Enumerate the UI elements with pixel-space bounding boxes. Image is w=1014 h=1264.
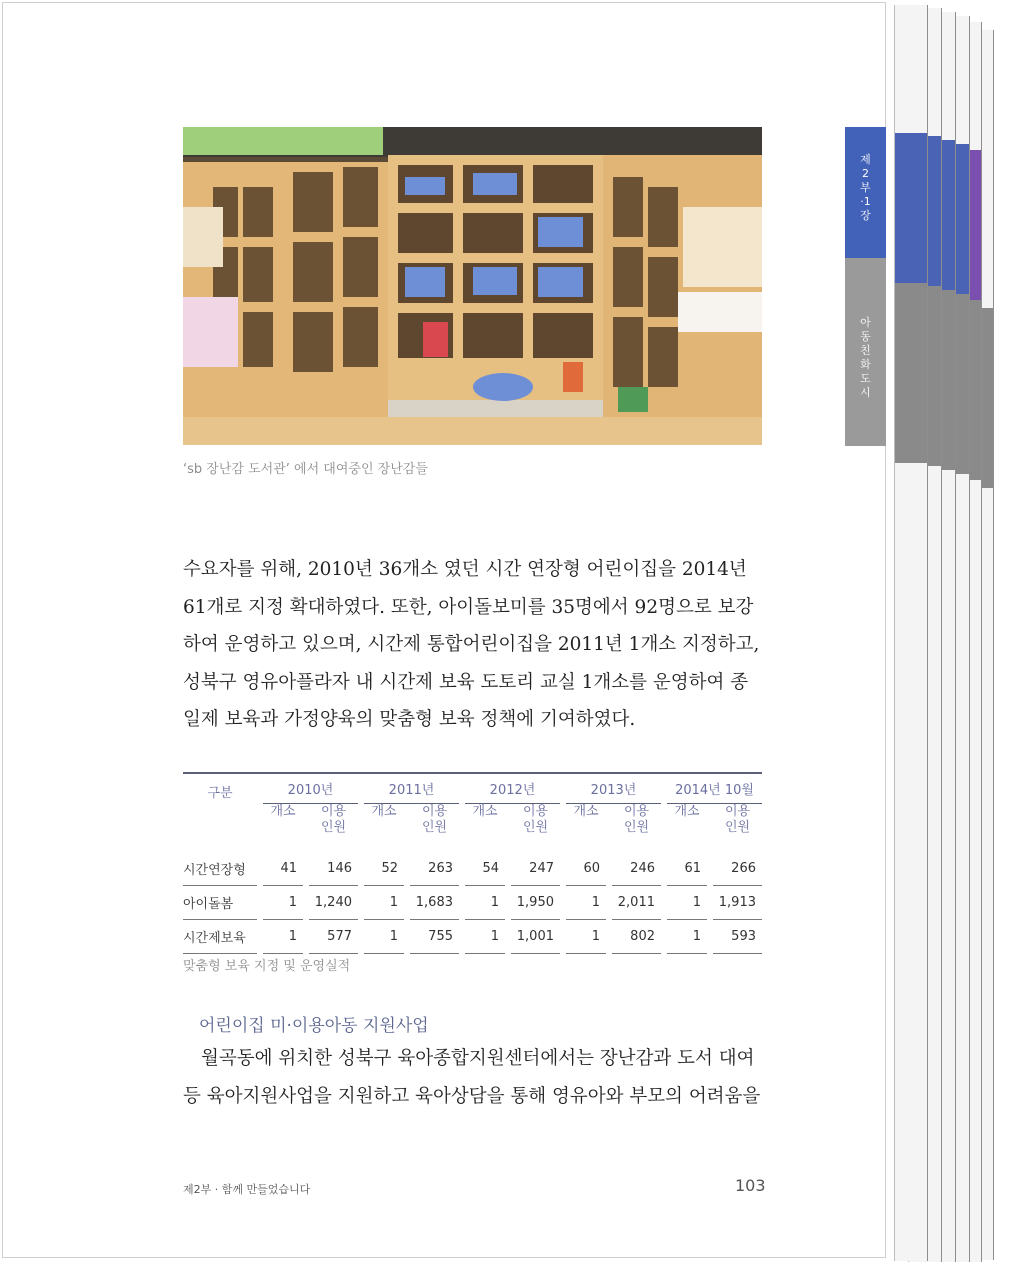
users-cell: 1,913 [713,886,762,920]
users-cell: 246 [612,852,661,886]
users-cell: 263 [410,852,459,886]
section-tab[interactable] [845,258,886,446]
row-label: 시간제보육 [183,920,257,954]
count-cell: 1 [263,886,303,920]
year-header: 2013년 [566,774,661,804]
count-cell: 54 [465,852,505,886]
text-line: 성북구 영유아플라자 내 시간제 보육 도토리 교실 1개소를 운영하여 종 [183,671,749,693]
table-caption: 맞춤형 보육 지정 및 운영실적 [183,959,351,974]
body-paragraph [183,551,763,739]
corner-header: 구분 [207,786,233,801]
chapter-tab-label: 제2부·1장 [860,153,871,222]
year-header: 2011년 [364,774,459,804]
toy-library-photo [183,127,762,445]
footer-part-title: 제2부 · 함께 만들었습니다 [183,1183,311,1196]
users-cell: 247 [511,852,560,886]
text-line: 등 육아지원사업을 지원하고 육아상담을 통해 영유아와 부모의 어려움을 [183,1085,761,1107]
users-cell: 577 [309,920,358,954]
photo-caption: ‘sb 장난감 도서관’ 에서 대여중인 장난감들 [183,462,428,477]
row-label: 시간연장형 [183,852,257,886]
section-tab-label: 아동친화도시 [860,316,871,399]
count-cell: 1 [566,920,606,954]
count-cell: 1 [263,920,303,954]
year-header: 2012년 [465,774,560,804]
users-cell: 1,001 [511,920,560,954]
table-year-header [183,774,762,804]
text-line: 61개로 지정 확대하였다. 또한, 아이돌보미를 35명에서 92명으로 보강 [183,596,754,618]
count-cell: 52 [364,852,404,886]
text-line: 하여 운영하고 있으며, 시간제 통합어린이집을 2011년 1개소 지정하고, [183,634,760,655]
body-paragraph [183,1040,763,1115]
users-cell: 146 [309,852,358,886]
users-cell: 755 [410,920,459,954]
table-row [183,886,762,920]
text-line: 월곡동에 위치한 성북구 육아종합지원센터에서는 장난감과 도서 대여 [201,1048,755,1069]
count-cell: 60 [566,852,606,886]
users-cell: 802 [612,920,661,954]
count-header: 개소 [472,804,498,819]
count-cell: 1 [465,920,505,954]
chapter-tab[interactable] [845,127,886,258]
users-cell: 593 [713,920,762,954]
users-cell: 1,950 [511,886,560,920]
table-sub-header [183,804,762,852]
count-cell: 61 [667,852,707,886]
section-title: 어린이집 미·이용아동 지원사업 [199,1016,429,1036]
users-header: 이용 인원 [522,804,549,835]
count-header: 개소 [371,804,397,819]
users-cell: 2,011 [612,886,661,920]
childcare-stats-table [183,772,762,954]
text-line: 일제 보육과 가정양육의 맞춤형 보육 정책에 기여하였다. [183,709,636,730]
count-cell: 1 [364,886,404,920]
row-label: 아이돌봄 [183,886,257,920]
count-cell: 1 [667,886,707,920]
users-header: 이용 인원 [421,804,448,835]
count-header: 개소 [573,804,599,819]
count-header: 개소 [674,804,700,819]
users-header: 이용 인원 [623,804,650,835]
count-cell: 1 [465,886,505,920]
table-row [183,920,762,954]
year-header: 2014년 10월 [667,774,762,804]
users-header: 이용 인원 [724,804,751,835]
count-header: 개소 [270,804,296,819]
page-number: 103 [735,1176,766,1195]
users-header: 이용 인원 [320,804,347,835]
year-header: 2010년 [263,774,358,804]
users-cell: 1,683 [410,886,459,920]
count-cell: 1 [667,920,707,954]
table-row [183,852,762,886]
count-cell: 41 [263,852,303,886]
users-cell: 266 [713,852,762,886]
page-edge [894,5,928,1261]
users-cell: 1,240 [309,886,358,920]
count-cell: 1 [566,886,606,920]
text-line: 수요자를 위해, 2010년 36개소 였던 시간 연장형 어린이집을 2014년 [183,559,747,580]
count-cell: 1 [364,920,404,954]
